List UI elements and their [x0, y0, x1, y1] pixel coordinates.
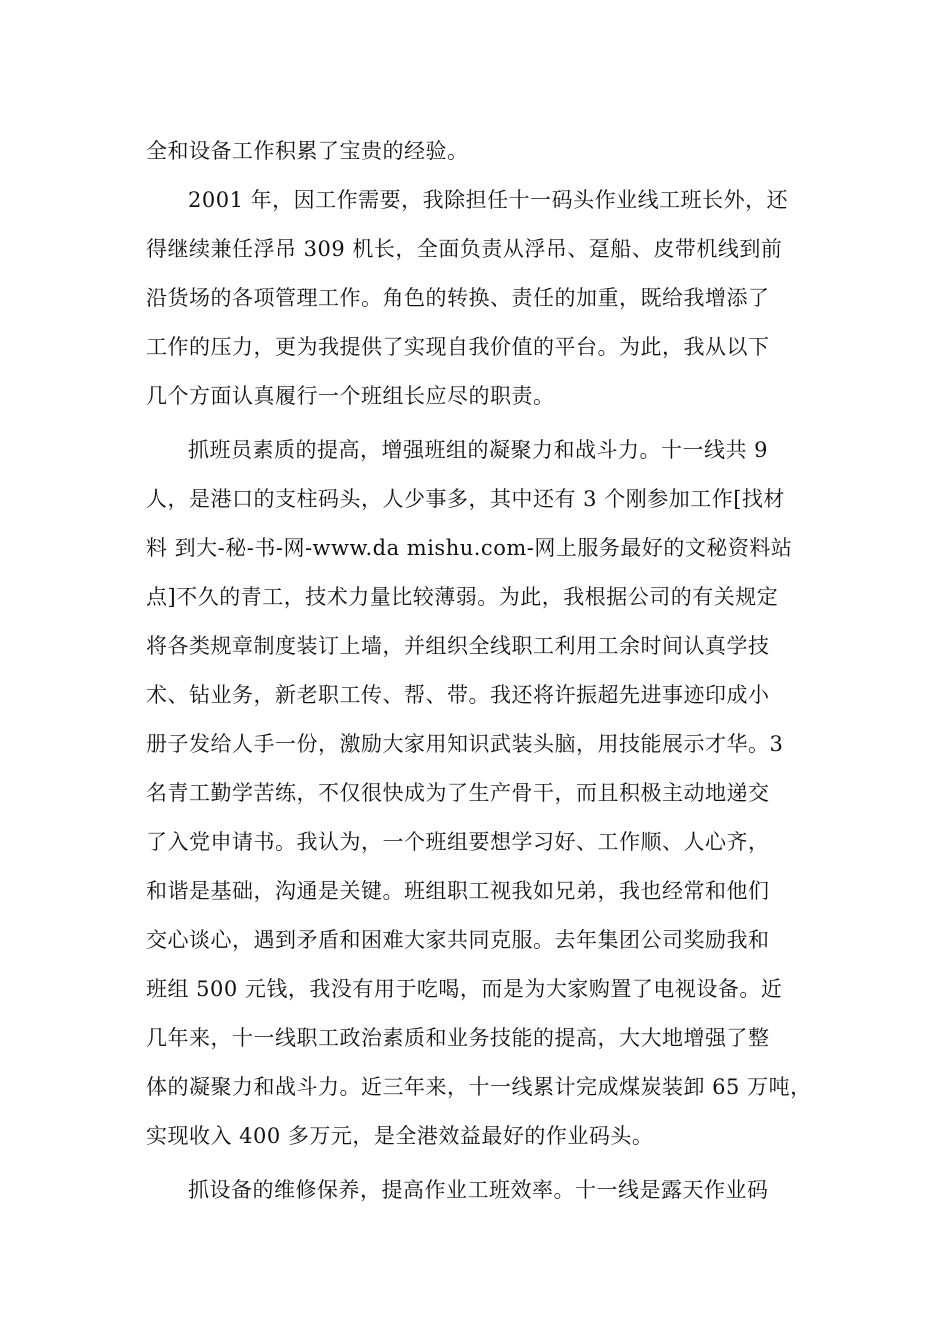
text-line: 册子发给人手一份，激励大家用知识武装头脑，用技能展示才华。3 [146, 732, 784, 756]
text-line: 沿货场的各项管理工作。角色的转换、责任的加重，既给我增添了 [146, 286, 770, 310]
text-line: 班组 500 元钱，我没有用于吃喝，而是为大家购置了电视设备。近 [146, 977, 783, 1001]
text-line: 工作的压力，更为我提供了实现自我价值的平台。为此，我从以下 [146, 335, 770, 359]
paragraph-start: 2001 年，因工作需要，我除担任十一码头作业线工班长外，还 [188, 188, 789, 212]
paragraph-start: 抓班员素质的提高，增强班组的凝聚力和战斗力。十一线共 9 [188, 438, 769, 462]
text-line: 得继续兼任浮吊 309 机长，全面负责从浮吊、趸船、皮带机线到前 [146, 237, 783, 261]
text-line: 实现收入 400 多万元，是全港效益最好的作业码头。 [146, 1124, 654, 1148]
text-line: 将各类规章制度装订上墙，并组织全线职工利用工余时间认真学技 [146, 634, 770, 658]
text-line: 交心谈心，遇到矛盾和困难大家共同克服。去年集团公司奖励我和 [146, 928, 770, 952]
text-line: 术、钻业务，新老职工传、帮、带。我还将许振超先进事迹印成小 [146, 683, 770, 707]
text-line: 几个方面认真履行一个班组长应尽的职责。 [146, 384, 555, 408]
paragraph-start: 抓设备的维修保养，提高作业工班效率。十一线是露天作业码 [188, 1178, 769, 1202]
text-line: 名青工勤学苦练，不仅很快成为了生产骨干，而且积极主动地递交 [146, 781, 770, 805]
text-line: 点]不久的青工，技术力量比较薄弱。为此，我根据公司的有关规定 [146, 585, 779, 609]
text-line: 和谐是基础，沟通是关键。班组职工视我如兄弟，我也经常和他们 [146, 879, 770, 903]
text-line: 全和设备工作积累了宝贵的经验。 [146, 139, 469, 163]
text-line: 人，是港口的支柱码头，人少事多，其中还有 3 个刚参加工作[找材 [146, 487, 785, 511]
text-line: 了入党申请书。我认为，一个班组要想学习好、工作顺、人心齐， [146, 830, 770, 854]
text-line: 料 到大-秘-书-网-www.da mishu.com-网上服务最好的文秘资料站 [146, 536, 793, 560]
text-line: 体的凝聚力和战斗力。近三年来，十一线累计完成煤炭装卸 65 万吨， [146, 1075, 812, 1099]
text-line: 几年来，十一线职工政治素质和业务技能的提高，大大地增强了整 [146, 1026, 770, 1050]
